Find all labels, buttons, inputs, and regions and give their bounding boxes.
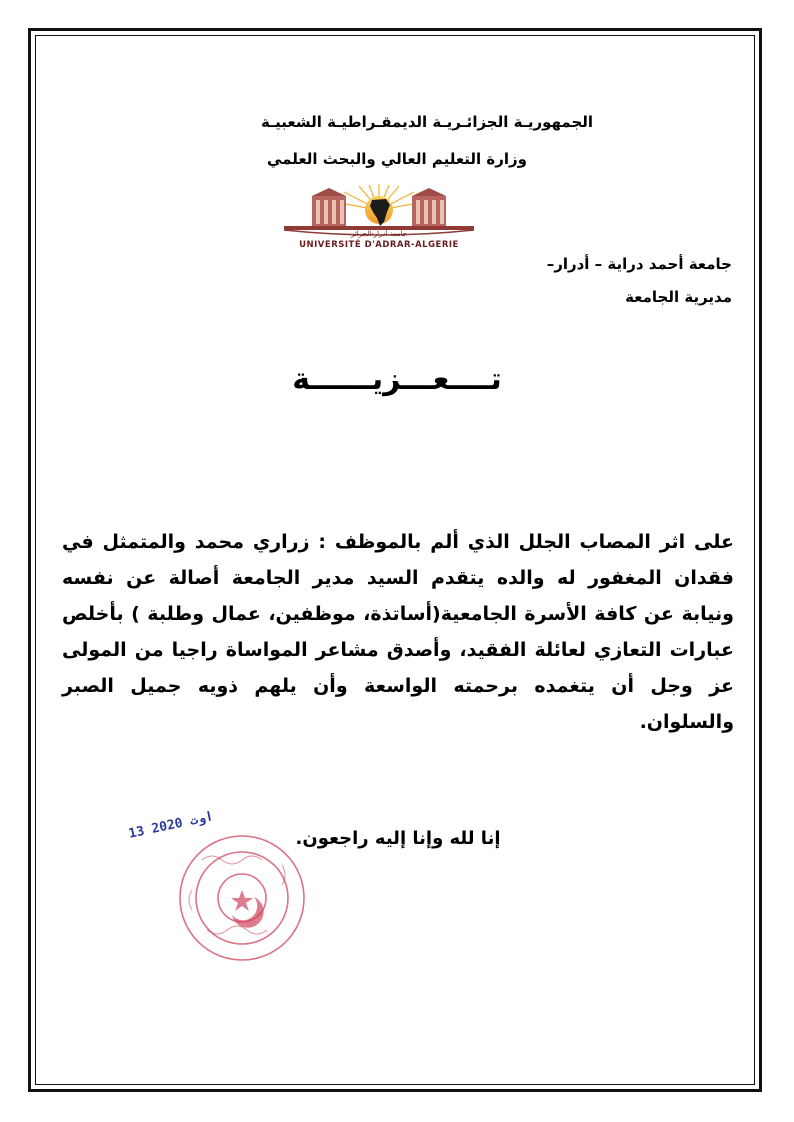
directorate-name: مديرية الجامعة [625, 288, 732, 306]
stamp-date: 13 اوت 2020 [127, 809, 215, 842]
condolence-paragraph: على اثر المصاب الجلل الذي ألم بالموظف : زراري محمد والمتمثل في فقدان المغفور له والده يتقدم السيد مدير الجامعة أصالة عن نفسه ونيابة عن كافة الأسرة الجامعية(أساتذة، موظفين، عمال وطلبة ) بأخلص عبارات التعازي لعائلة الفقيد، وأصدق مشاعر المواساة راجيا من المولى عز وجل أن يتغمده برحمته الواسعة وأن يلهم ذويه جميل الصبر والسلوان. [62, 531, 734, 733]
logo-latin-caption: UNIVERSITÉ D'ADRAR-ALGERIE [299, 240, 459, 250]
document-title: تــــعـــزيــــــة [292, 362, 502, 397]
university-logo [274, 182, 484, 262]
condolence-body [62, 524, 734, 740]
ministry-header: وزارة التعليم العالي والبحث العلمي [266, 150, 528, 168]
university-name: جامعة أحمد دراية – أدرار– [546, 255, 732, 273]
logo-arabic-caption: جامعة أدرار-الجزائر [350, 230, 408, 238]
closing-phrase: إنا لله وإنا إليه راجعون. [295, 828, 501, 849]
official-stamp [172, 820, 362, 970]
republic-header: الجمهوريـة الجزائـريـة الديمقـراطيـة الشعبيـة [260, 113, 594, 131]
